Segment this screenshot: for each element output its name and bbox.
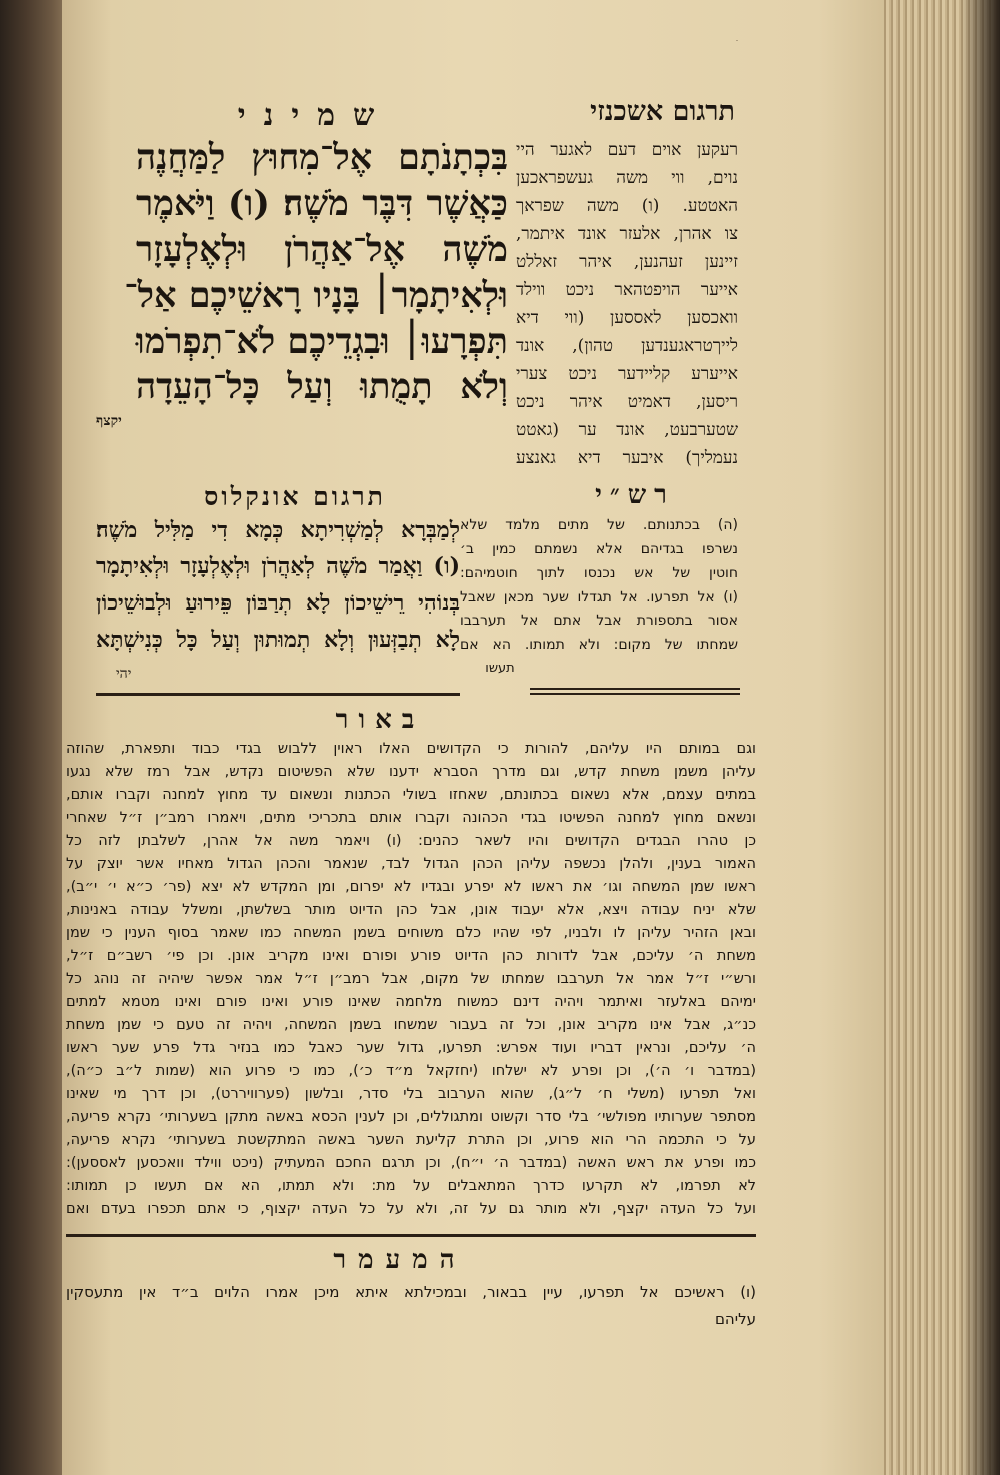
main-text-line: וְלֹא תָמֻתוּ וְעַל כָּל־הָעֵדָה	[136, 366, 508, 407]
divider-rule	[66, 1234, 756, 1237]
meamer-line: (ו) ראשיכם אל תפרעו, עיין בבאור, ובמכילתא איתא מיכן אמרו הלוים ב״ד אין מתעסקין	[66, 1283, 756, 1301]
biur-line: וגם במותם היו עליהם, להורות כי הקדושים האלו ראוין ללבוש בגדי כבוד ותפארת, שהוזה	[66, 741, 756, 757]
yiddish-line: ריסען, דאמיט איהר ניכט	[516, 392, 738, 412]
onkelos-line: בְּנוֹהִי רֵישֵׁיכוֹן לָא תְרַבּוֹן פֵּירוּעַ וּלְבוּשֵׁיכוֹן	[96, 590, 460, 616]
meamer-line: עליהם	[714, 1310, 756, 1328]
yiddish-line: צו אהרן, אלעזר אונד איתמר,	[516, 224, 738, 244]
biur-line: ואל תפרעו (משלי ח׳ ל״ג), שהוא הערבוב בלי סדר, ובלשון (פערוויררט), וכן דרך מי שאינו	[66, 1086, 756, 1102]
divider-rule	[96, 693, 460, 696]
biur-line: כנ״ג, אבל אינו מקריב אונן, וכל זה בעבור שמשחו בשמן המשחה, ויהיה זה טעם כי שמן משחת	[66, 1017, 756, 1033]
rashi-line: שמחתו של מקום: ולא תמותו. הא אם	[460, 637, 738, 653]
main-text-line: מֹשֶׁה אֶל־אַהֲרֹן וּלְאֶלְעָזָר	[136, 229, 508, 270]
yiddish-line: וואכסען לאססען (ווי דיא	[516, 308, 738, 328]
biur-line: ראשו שמן המשחה וגו׳ את ראשו לא יפרע ובגדיו לא יפרום, ומן המקדש לא יצא (פר׳ כ״א י׳ י״ב),	[66, 879, 756, 895]
yiddish-line: אייער הויפטהאר ניכט ווילד	[516, 280, 738, 300]
main-text-line: בִּכְתָנֹתָם אֶל־מִחוּץ לַמַּחֲנֶה	[136, 137, 508, 178]
onkelos-line: לָא תְבַזְּעוּן וְלָא תְמוּתוּן וְעַל כָּל כְּנִישְׁתָּא	[96, 627, 460, 653]
main-catchword: יקצף	[96, 413, 122, 429]
biur-line: ועל כל העדה יקצף, ולא מותר גם על זה, ולא על כל העדה יקצוף, כי אתם תכפרו בעדם ואם	[66, 1201, 756, 1217]
header-onkelos: תרגום אונקלוס	[204, 482, 386, 511]
rashi-line: נשרפו בגדיהם אלא נשמתם כמין ב׳	[460, 541, 738, 557]
biur-line: שלא יניח עבודה ויצא, אלא יעבוד אונן, אבל כהן הדיוט מותר בשלשתן, ומשלל עבודה באנינות,	[66, 902, 756, 918]
biur-line: (במדבר ו׳ ה׳), וכן ופרע לא ישלחו (יחזקאל מ״ד כ׳), כמו כי פרוע הוא (שמות ל״ב כ״ה),	[66, 1063, 756, 1079]
divider-rule	[530, 688, 740, 690]
binding-gutter	[0, 0, 66, 1475]
rashi-catchword: תעשו	[485, 661, 515, 676]
header-rashi: רש״י	[595, 480, 675, 510]
header-biur: באור	[335, 705, 425, 735]
main-text-line: תִּפְרָעוּ׀ וּבִגְדֵיכֶם לֹא־תִפְרֹמוּ	[135, 321, 508, 362]
rashi-line: חוטין של אש נכנסו לתוך חוטמיהם:	[460, 565, 738, 581]
biur-line: על כי התכמה הרי הוא פרוע, וכן התרת קליעת השער באשה המתקשטת בשערותי׳ נקרא פריעה,	[66, 1132, 756, 1148]
yiddish-line: אייערע קליידער ניכט צערי	[516, 364, 738, 384]
main-text-line: כַּאֲשֶׁר דִּבֶּר מֹשֶׁה׃ (ו) וַיֹּאמֶר	[136, 183, 508, 224]
page-edges	[884, 0, 1000, 1475]
biur-line: ורש״י ז״ל אמר אל תערבבו שמחתו של מקום, אבל רמב״ן ז״ל אמר אפשר שיהיה זה נוהג כל	[66, 971, 756, 987]
rashi-line: (ו) אל תפרעו. אל תגדלו שער מכאן שאבל	[460, 589, 738, 605]
biur-line: משחת ה׳ עליכם, אבל לדורות כהן הדיוט פורע ופורם ואינו מקריב אונן. וכן פי׳ רשב״ם ז״ל,	[66, 948, 756, 964]
onkelos-catchword: יהי	[116, 666, 132, 682]
biur-line: כן טהרו הבגדים הקדושים והיו לשאר כהנים: (ו) ויאמר משה אל אהרן, לשלבתן לזה כל	[66, 833, 756, 849]
biur-line: כמו ופרע את ראש האשה (במדבר ה׳ י״ח), וכן תרגם החכם המעתיק (ניכט ווילד וואכסען לאססען):	[66, 1155, 756, 1171]
header-parsha: שמיני	[237, 98, 393, 133]
biur-line: ונשאם מחוץ למחנה הפשיטו בגדי הכהונה וקברו אותם בתכריכי מתים, ויאמרו רמב״ן ז״ל שאחרי	[66, 810, 756, 826]
biur-line: האמור בענין, ולהלן נכשפה עליהן הכהן הגדול לבד, שנאמר והכהן הגדול מאחיו אשר יוצק על	[66, 856, 756, 872]
onkelos-line: (ו) וַאֲמַר מֹשֶׁה לְאַהֲרֹן וּלְאֶלְעָזָר וּלְאִיתָמָר	[96, 553, 460, 579]
divider-rule	[530, 693, 740, 695]
biur-line: לא תפרמו, לא תקרעו כדרך המתאבלים על מת: ולא תמתו, הא אם תעשו כן תמותו:	[66, 1178, 756, 1194]
biur-line: עליהן משמן משחת קדש, וגם מדרך הסברא ידענו שלא הפשיטום נקדש, אבל רמז שלא נגעו	[66, 764, 756, 780]
header-translation-ashkenazi: תרגום אשכנזי	[590, 96, 735, 127]
yiddish-line: שטערבעט, אונד ער (גאטט	[516, 420, 738, 440]
biur-line: מסתפר שערותיו מפולשי׳ בלי סדר וקשוט ומתגוללים, וכן לענין הכסא באשה מתקן בשערותי׳ נקרא פריעה,	[66, 1109, 756, 1125]
rashi-line: (ה) בכתנותם. של מתים מלמד שלא	[460, 517, 738, 533]
onkelos-line: לְמַבְּרָא לְמַשְׁרִיתָא כְּמָא דִי מַלִּיל מֹשֶׁה׃	[96, 517, 460, 543]
yiddish-line: זיינען זעהנען, איהר זאללט	[516, 252, 738, 272]
yiddish-line: נעמליך) איבער דיא גאנצע	[516, 448, 738, 468]
yiddish-line: רעקען אוים דעם לאגער היי	[516, 140, 738, 160]
rashi-line: אסור בתספורת אבל אתם אל תערבבו	[460, 613, 738, 629]
biur-line: ה׳ עליכם, ונראין דבריו ועוד אפרש: תפרעו, גדול שער כאבל כמו בנזיר גדל פרע שער ראשו	[66, 1040, 756, 1056]
yiddish-line: לייךטראגענדען טהון), אונד	[516, 336, 738, 356]
biur-line: במתים עצמם, אלא נשאום בכתונתם, שאחזו בשולי הכתנות ונשאום עד מחוץ למחנה וקברו אותם,	[66, 787, 756, 803]
main-text-line: וּלְאִיתָמָר׀ בָּנָיו רָאשֵׁיכֶם אַל־	[124, 275, 508, 316]
biur-line: ימיהם באלעזר ואיתמר ויהיה דינם כמשוח מלחמה שאינו פורע ואינו פורם ואינו מטמא למתים	[66, 994, 756, 1010]
header-hameamer: המעמר	[333, 1245, 467, 1275]
yiddish-line: האטטע. (ו) משה שפראך	[516, 196, 738, 216]
biur-line: ובאן הזהיר עליהן לו ולבניו, לפי שהיו כלם משוחים בשמן המשחה כמו שאמר בסוף הענין כי שמן	[66, 925, 756, 941]
yiddish-line: נוים, ווי משה געשפראכען	[516, 168, 738, 188]
